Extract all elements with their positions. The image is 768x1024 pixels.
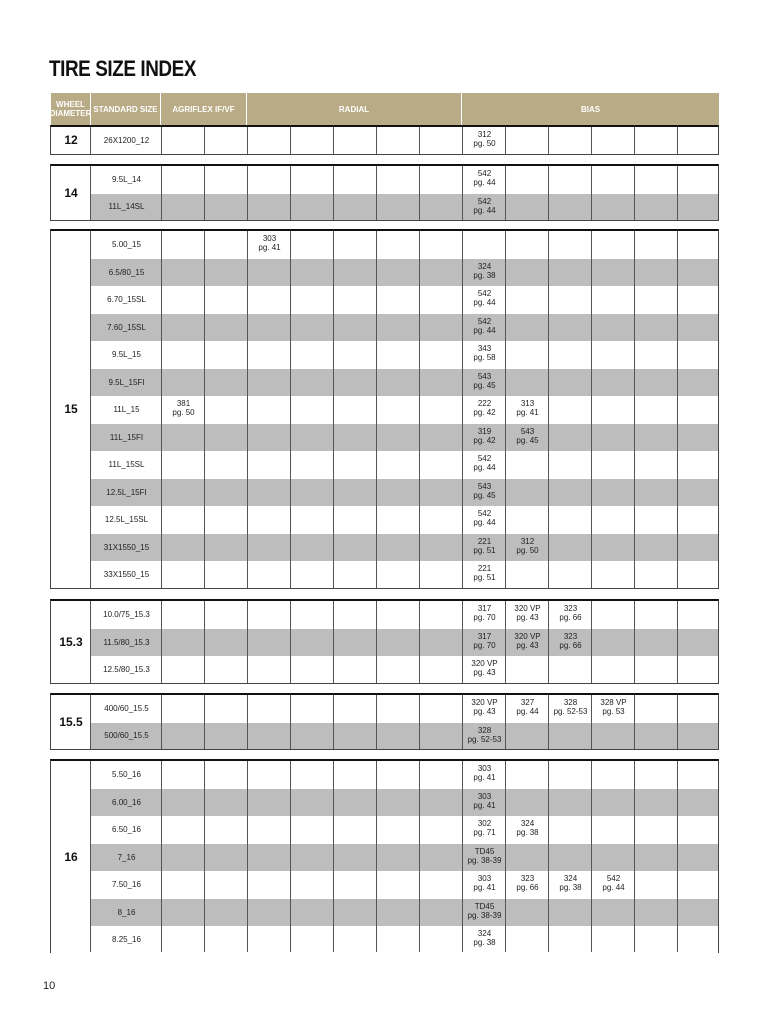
- page-title: TIRE SIZE INDEX: [49, 56, 197, 81]
- tread-page-reference: [463, 506, 506, 534]
- tread-page-reference: [248, 231, 291, 259]
- tread-page-reference: [463, 534, 506, 562]
- table-row: [91, 789, 718, 817]
- standard-size-cell: 11L_15SL: [108, 460, 145, 470]
- standard-size-cell: 9.5L_14: [112, 175, 141, 185]
- page-reference: pg. 42: [473, 435, 496, 445]
- tread-code: 303: [262, 234, 277, 243]
- tread-page-reference: [463, 816, 506, 844]
- standard-size-cell: 12.5L_15FI: [106, 487, 147, 497]
- tread-code: 323: [520, 874, 535, 883]
- page-reference: pg. 45: [473, 380, 496, 390]
- tread-code: 323: [563, 604, 578, 613]
- tread-code: 320 VP: [471, 698, 498, 707]
- page-reference: pg. 42: [473, 408, 496, 417]
- tread-page-reference: [463, 629, 506, 657]
- standard-size-cell: 31X1550_15: [103, 542, 150, 552]
- page-reference: pg. 50: [516, 545, 539, 555]
- tread-code: 317: [477, 631, 492, 641]
- tread-page-reference: [463, 424, 506, 452]
- tread-page-reference: [463, 601, 506, 629]
- tread-code: 312: [477, 130, 492, 139]
- wheel-diameter-cell: 15.3: [51, 601, 91, 683]
- page-reference: pg. 71: [473, 828, 496, 837]
- tread-code: 313: [520, 399, 535, 408]
- tread-page-reference: [463, 396, 506, 424]
- table-row: [91, 479, 718, 507]
- tread-code: 221: [477, 564, 492, 573]
- tread-page-reference: [549, 695, 592, 723]
- standard-size-cell: 33X1550_15: [103, 569, 150, 579]
- wheel-diameter-cell: 14: [51, 166, 91, 220]
- table-row: [91, 534, 718, 562]
- header-agriflex: AGRIFLEX IF/VF: [161, 93, 246, 125]
- page-reference: pg. 44: [473, 298, 496, 307]
- tread-code: 320 VP: [514, 604, 541, 613]
- tread-page-reference: [463, 341, 506, 369]
- page-reference: pg. 41: [473, 800, 496, 810]
- page-reference: pg. 43: [473, 668, 496, 677]
- tread-page-reference: [506, 871, 549, 899]
- table-row: [91, 506, 718, 534]
- page-reference: pg. 44: [473, 325, 496, 335]
- table-row: [91, 926, 718, 952]
- tread-code: 542: [606, 874, 621, 883]
- tread-code: 312: [520, 536, 535, 546]
- tread-page-reference: [463, 369, 506, 397]
- tread-page-reference: [506, 695, 549, 723]
- tread-page-reference: [506, 396, 549, 424]
- table-row: [91, 723, 718, 750]
- table-row: [91, 194, 718, 221]
- page-reference: pg. 52-53: [553, 707, 588, 716]
- page-reference: pg. 51: [473, 545, 496, 555]
- standard-size-cell: 12.5/80_15.3: [103, 664, 150, 674]
- standard-size-cell: 5.50_16: [112, 770, 141, 780]
- standard-size-cell: 12.5L_15SL: [104, 515, 149, 525]
- table-row: [91, 424, 718, 452]
- standard-size-cell: 7.50_16: [112, 880, 141, 890]
- tread-code: 328 VP: [600, 698, 627, 707]
- diameter-group-15-3: [50, 599, 719, 684]
- wheel-diameter-cell: 15.5: [51, 695, 91, 749]
- tread-code: 543: [477, 371, 492, 381]
- page-reference: pg. 41: [473, 883, 496, 892]
- tread-code: 324: [477, 929, 492, 938]
- page-reference: pg. 41: [473, 773, 496, 782]
- page-reference: pg. 38: [473, 938, 496, 947]
- tread-page-reference: [463, 871, 506, 899]
- tread-code: 319: [477, 426, 492, 436]
- table-row: [91, 601, 718, 629]
- standard-size-cell: 7.60_15SL: [107, 322, 146, 332]
- standard-size-cell: 6.00_16: [112, 797, 141, 807]
- tread-page-reference: [592, 871, 635, 899]
- tread-code: 303: [477, 764, 492, 773]
- tread-page-reference: [506, 424, 549, 452]
- tread-page-reference: [463, 899, 506, 927]
- tread-code: 222: [477, 399, 492, 408]
- page-reference: pg. 38: [559, 883, 582, 892]
- standard-size-cell: 8_16: [117, 907, 136, 917]
- table-row: [91, 899, 718, 927]
- tread-page-reference: [463, 926, 506, 952]
- tread-page-reference: [463, 166, 506, 194]
- tread-page-reference: [463, 259, 506, 287]
- page-reference: pg. 44: [473, 178, 496, 187]
- page-reference: pg. 53: [602, 707, 625, 716]
- tread-page-reference: [463, 656, 506, 683]
- tread-page-reference: [549, 871, 592, 899]
- wheel-diameter-cell: 15: [51, 231, 91, 588]
- page-reference: pg. 44: [473, 205, 496, 215]
- page-reference: pg. 43: [473, 707, 496, 716]
- diameter-group-15: [50, 229, 719, 589]
- standard-size-cell: 500/60_15.5: [104, 731, 149, 741]
- tread-page-reference: [506, 534, 549, 562]
- page-reference: pg. 45: [516, 435, 539, 445]
- tread-code: 320 VP: [471, 659, 498, 668]
- standard-size-cell: 26X1200_12: [103, 135, 150, 145]
- tread-code: TD45: [474, 846, 495, 856]
- standard-size-cell: 9.5L_15FI: [108, 377, 145, 387]
- tread-code: 542: [477, 196, 492, 206]
- table-row: [91, 816, 718, 844]
- tread-code: 343: [477, 344, 492, 353]
- page-reference: pg. 41: [516, 408, 539, 417]
- page-reference: pg. 70: [473, 640, 496, 650]
- tread-code: 324: [520, 819, 535, 828]
- header-wheel-diameter: WHEEL DIAMETER: [51, 93, 90, 125]
- diameter-group-12: [50, 125, 719, 155]
- page-number: 10: [43, 980, 56, 992]
- tread-code: 542: [477, 316, 492, 326]
- standard-size-cell: 11L_15: [113, 405, 140, 415]
- table-row: [91, 259, 718, 287]
- standard-size-cell: 9.5L_15: [112, 350, 141, 360]
- page-reference: pg. 43: [516, 640, 539, 650]
- page-reference: pg. 38-39: [467, 855, 502, 865]
- tread-code: 542: [477, 509, 492, 518]
- tread-code: 542: [477, 454, 492, 463]
- tread-page-reference: [506, 601, 549, 629]
- wheel-diameter-cell: 12: [51, 127, 91, 154]
- tread-page-reference: [463, 286, 506, 314]
- table-row: [91, 369, 718, 397]
- tread-page-reference: [549, 601, 592, 629]
- tread-page-reference: [463, 479, 506, 507]
- header-radial: RADIAL: [247, 93, 461, 125]
- table-row: [91, 231, 718, 259]
- table-row: [91, 561, 718, 588]
- tread-code: 323: [563, 631, 578, 641]
- tread-code: 317: [477, 604, 492, 613]
- page-reference: pg. 38: [516, 828, 539, 837]
- tread-page-reference: [463, 451, 506, 479]
- tread-page-reference: [506, 816, 549, 844]
- table-row: [91, 844, 718, 872]
- page-reference: pg. 43: [516, 613, 539, 622]
- tread-page-reference: [162, 396, 205, 424]
- page-reference: pg. 41: [258, 243, 281, 252]
- header-bias: BIAS: [462, 93, 719, 125]
- standard-size-cell: 5.00_15: [112, 240, 141, 250]
- tread-page-reference: [463, 723, 506, 750]
- page-reference: pg. 66: [516, 883, 539, 892]
- wheel-diameter-cell: 16: [51, 761, 91, 952]
- page-reference: pg. 58: [473, 353, 496, 362]
- table-row: [91, 286, 718, 314]
- page-reference: pg. 38-39: [467, 910, 502, 920]
- tread-code: 328: [477, 725, 492, 735]
- tread-code: TD45: [474, 901, 495, 911]
- table-row: [91, 629, 718, 657]
- header-standard-size: STANDARD SIZE: [91, 93, 160, 125]
- standard-size-cell: 6.5/80_15: [108, 267, 145, 277]
- tread-page-reference: [463, 314, 506, 342]
- standard-size-cell: 8.25_16: [112, 934, 141, 944]
- diameter-group-14: [50, 164, 719, 221]
- page-reference: pg. 66: [559, 640, 582, 650]
- tread-page-reference: [463, 127, 506, 154]
- tread-code: 221: [477, 536, 492, 546]
- tread-page-reference: [463, 194, 506, 221]
- tread-code: 303: [477, 791, 492, 801]
- tread-code: 327: [520, 698, 535, 707]
- standard-size-cell: 6.70_15SL: [107, 295, 146, 305]
- table-row: [91, 451, 718, 479]
- page-reference: pg. 70: [473, 613, 496, 622]
- tread-code: 543: [520, 426, 535, 436]
- page-reference: pg. 52-53: [467, 734, 502, 744]
- page-reference: pg. 51: [473, 573, 496, 582]
- page-reference: pg. 44: [602, 883, 625, 892]
- tread-code: 324: [563, 874, 578, 883]
- tread-page-reference: [463, 561, 506, 588]
- standard-size-cell: 11.5/80_15.3: [103, 637, 150, 647]
- tread-code: 324: [477, 261, 492, 271]
- table-row: [91, 761, 718, 789]
- table-row: [91, 314, 718, 342]
- tread-page-reference: [506, 629, 549, 657]
- tread-code: 542: [477, 169, 492, 178]
- page-reference: pg. 44: [516, 707, 539, 716]
- tread-code: 320 VP: [514, 631, 541, 641]
- tread-code: 303: [477, 874, 492, 883]
- page-reference: pg. 66: [559, 613, 582, 622]
- tread-page-reference: [549, 629, 592, 657]
- tread-page-reference: [463, 789, 506, 817]
- page-reference: pg. 38: [473, 270, 496, 280]
- standard-size-cell: 7_16: [117, 852, 136, 862]
- page-reference: pg. 50: [172, 408, 195, 417]
- standard-size-cell: 10.0/75_15.3: [103, 610, 150, 620]
- table-row: [91, 166, 718, 194]
- tread-page-reference: [592, 695, 635, 723]
- page-reference: pg. 45: [473, 490, 496, 500]
- tread-code: 381: [176, 399, 191, 408]
- table-row: [91, 127, 718, 154]
- standard-size-cell: 11L_14SL: [108, 202, 145, 212]
- tread-page-reference: [463, 844, 506, 872]
- page-reference: pg. 44: [473, 518, 496, 527]
- diameter-group-16: [50, 759, 719, 953]
- diameter-group-15-5: [50, 693, 719, 750]
- tread-code: 543: [477, 481, 492, 491]
- tread-code: 302: [477, 819, 492, 828]
- table-row: [91, 656, 718, 683]
- table-row: [91, 341, 718, 369]
- tread-page-reference: [463, 695, 506, 723]
- page-reference: pg. 50: [473, 139, 496, 148]
- page-reference: pg. 44: [473, 463, 496, 472]
- tread-page-reference: [463, 761, 506, 789]
- tread-code: 328: [563, 698, 578, 707]
- standard-size-cell: 6.50_16: [112, 825, 141, 835]
- tread-code: 542: [477, 289, 492, 298]
- standard-size-cell: 400/60_15.5: [104, 704, 149, 714]
- standard-size-cell: 11L_15FI: [109, 432, 144, 442]
